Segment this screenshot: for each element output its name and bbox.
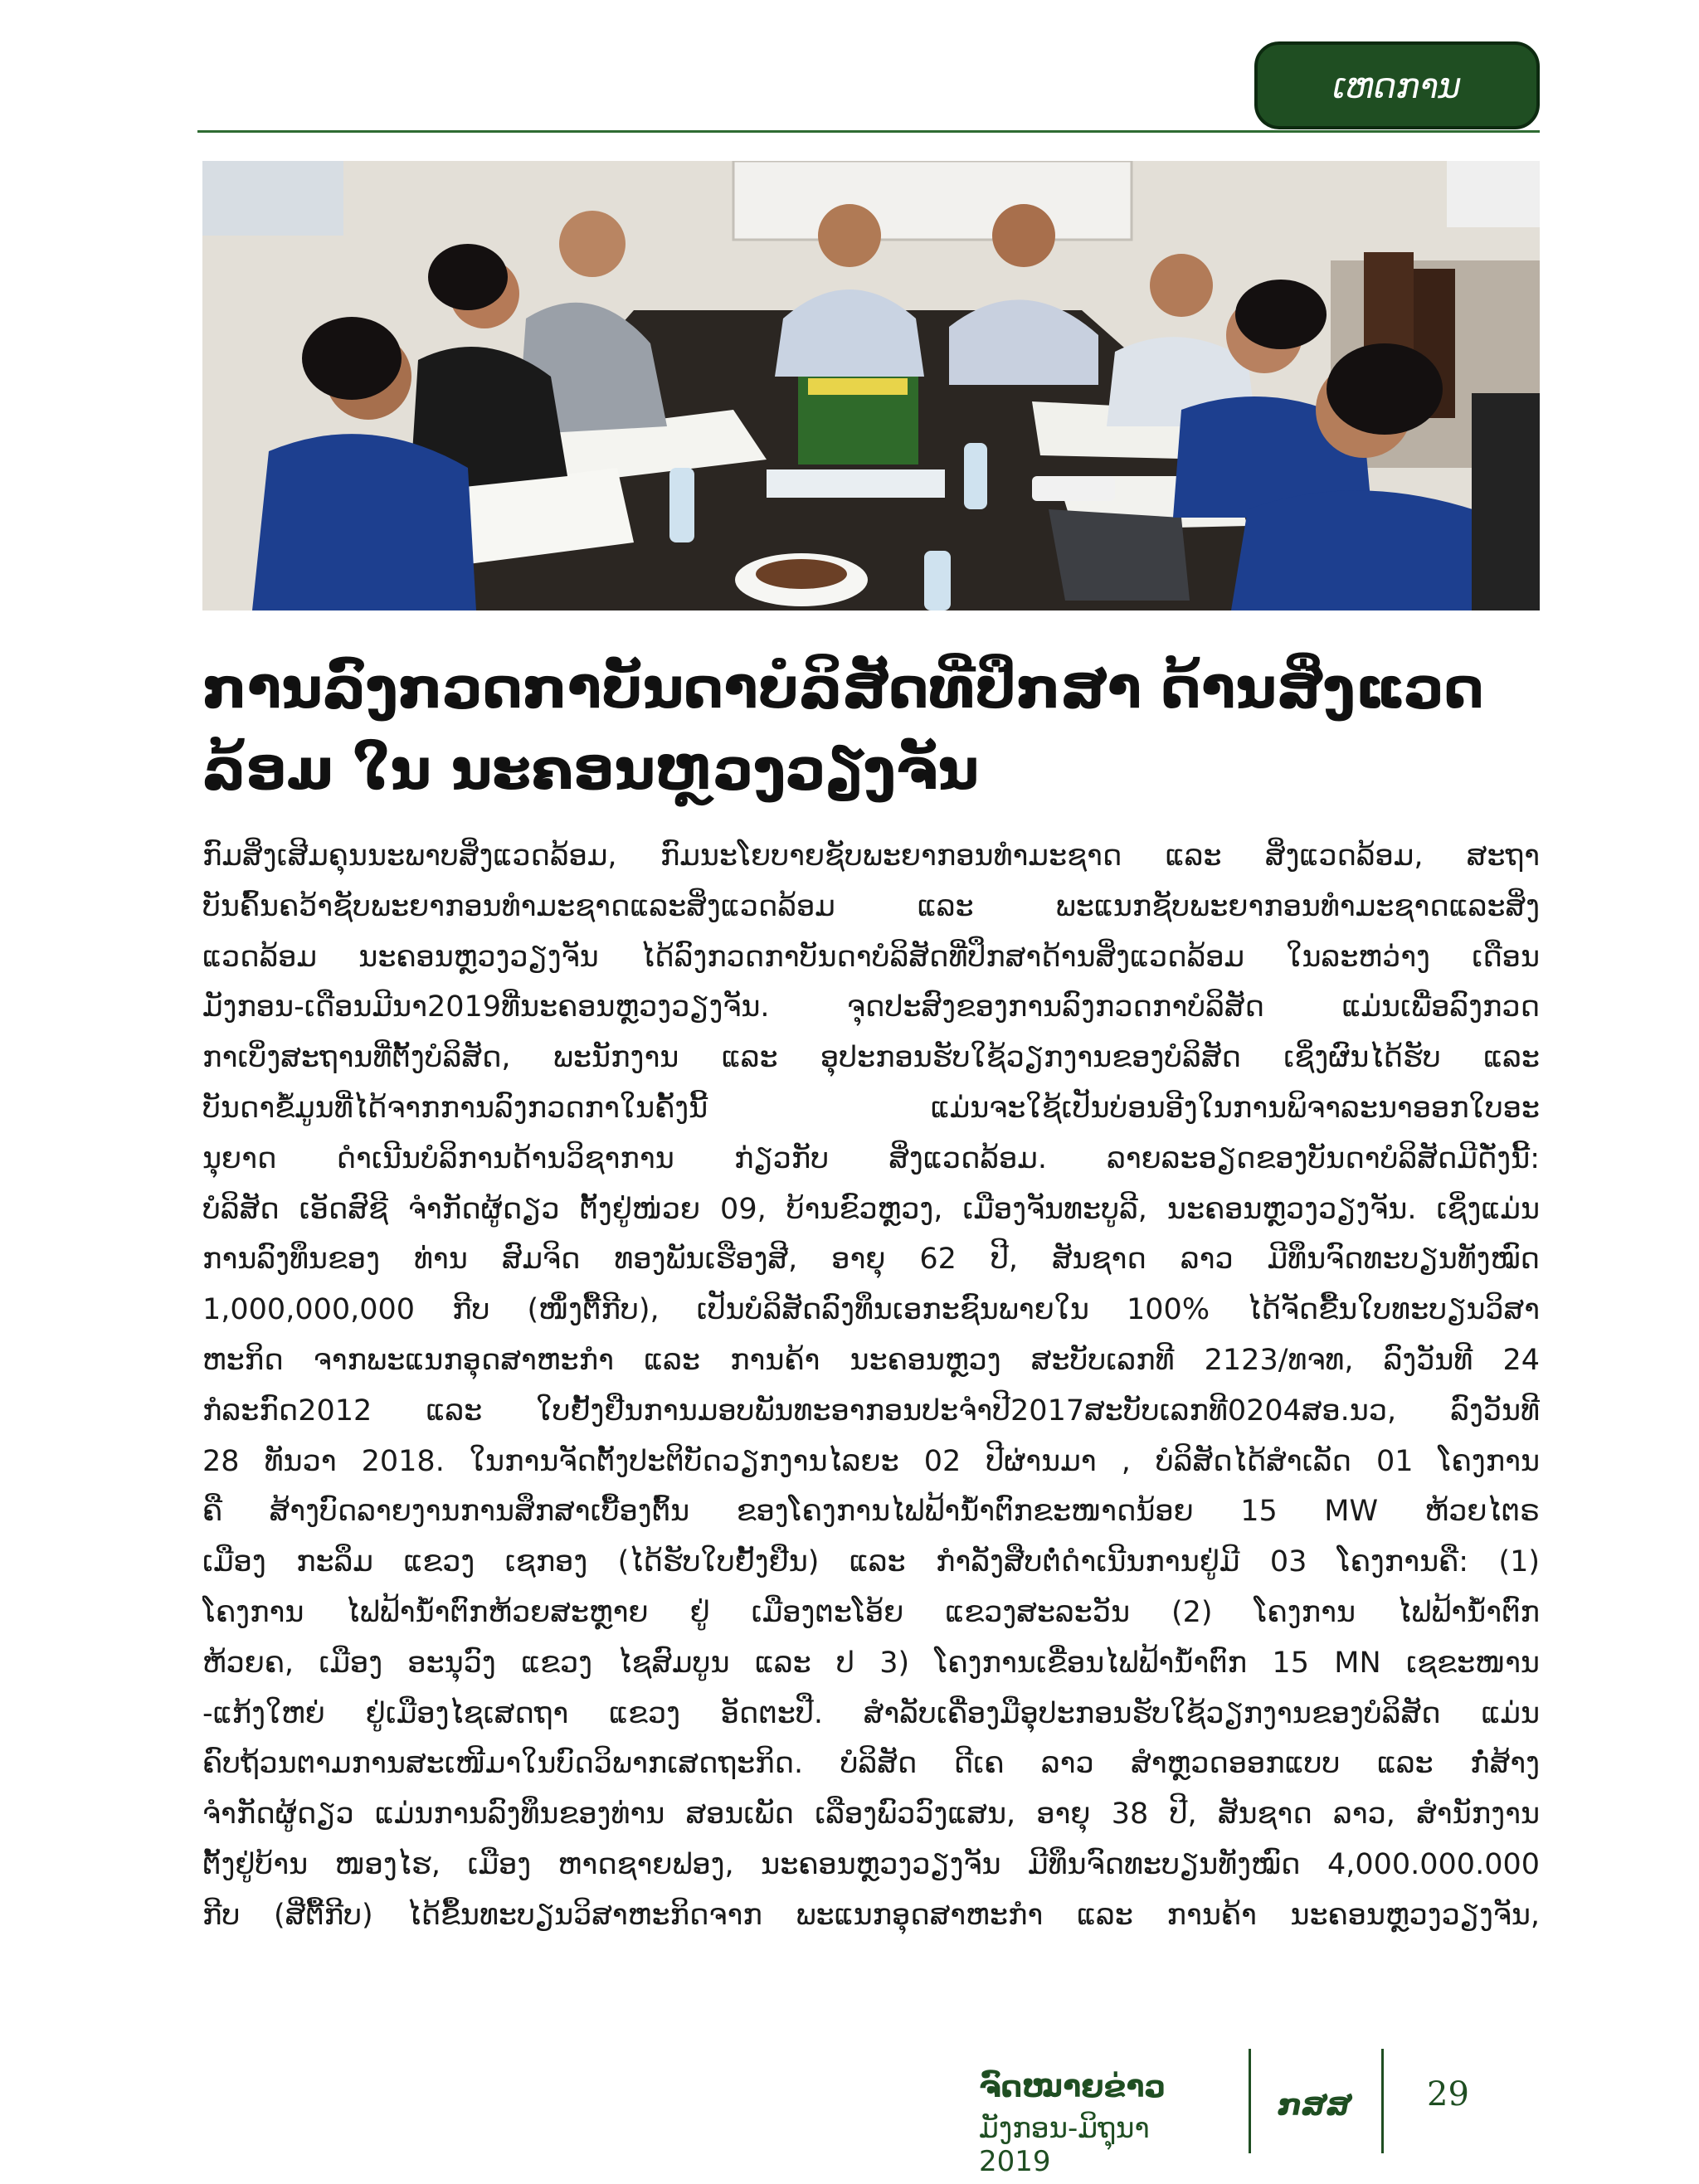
person-head xyxy=(818,204,881,267)
water-bottle-2 xyxy=(964,443,987,509)
whiteboard xyxy=(733,161,1132,240)
article-line: ຫ້ວຍຄ, ເມືອງ ອະນຸວົງ ແຂວງ ໄຊສົມບູນ ແລະ ປ 3) ໂຄງການເຂື່ອນໄຟຟ້ານ້ຳຕົກ 15 MN ເຊຂະໜານ xyxy=(202,1646,1540,1680)
section-tab xyxy=(1254,41,1540,129)
publication-name: ຈົດໝາຍຂ່າວ xyxy=(979,2070,1166,2104)
water-bottle xyxy=(669,468,694,542)
booklets-stack xyxy=(767,469,945,498)
person-hair xyxy=(1327,343,1443,435)
page-number: 29 xyxy=(1427,2075,1469,2113)
laptop xyxy=(1049,509,1190,601)
article-line: ການລົງທຶນຂອງ ທ່ານ ສົມຈິດ ທອງພັນເຮືອງສີ, ອາຍຸ 62 ປີ, ສັນຊາດ ລາວ ມີທຶນຈົດທະບຽນທັງໝົດ xyxy=(202,1243,1540,1277)
person-hair xyxy=(302,317,402,400)
wall-poster-right xyxy=(1447,161,1540,227)
article-line: ເມືອງ ກະລຶມ ແຂວງ ເຊກອງ (ໄດ້ຮັບໃບຢັ້ງຢືນ) ແລະ ກຳລັງສືບຕໍ່ດຳເນີນການຢູ່ມີ 03 ໂຄງການຄື: (1) xyxy=(202,1545,1540,1579)
article-line: -ແກ້ງໃຫຍ່ ຢູ່ເມືອງໄຊເສດຖາ ແຂວງ ອັດຕະປື. ສຳລັບເຄື່ອງມືອຸປະກອນຮັບໃຊ້ວຽກງານຂອງບໍລິສັດ ແມ່ນ xyxy=(202,1696,1540,1730)
brochure-title-strip xyxy=(808,378,908,395)
wall-poster xyxy=(202,161,343,236)
article-line: ຈຳກັດຜູ້ດຽວ ແມ່ນການລົງທຶນຂອງທ່ານ ສອນເພັດ ເລືອງພົວວົງແສນ, ອາຍຸ 38 ປີ, ສັນຊາດ ລາວ, ສຳນັກງານ xyxy=(202,1797,1540,1831)
article-body xyxy=(202,831,1540,1941)
article-line: ກາເບິ່ງສະຖານທີ່ຕັ້ງບໍລິສັດ, ພະນັກງານ ແລະ ອຸປະກອນຮັບໃຊ້ວຽກງານຂອງບໍລິສັດ ເຊິ່ງຜົນໄດ້ຮັບ ແລະ xyxy=(202,1041,1540,1075)
meeting-photo xyxy=(202,161,1540,610)
person-head xyxy=(559,211,626,277)
footer-divider xyxy=(1381,2049,1384,2153)
article-line: ບັນດາຂໍ້ມູນທີ່ໄດ້ຈາກການລົງກວດກາໃນຄັ້ງນີ້ ແມ່ນຈະໃຊ້ເປັນບ່ອນອີງໃນການພິຈາລະນາອອກໃບອະ xyxy=(202,1091,1540,1125)
article-line: ກໍລະກົດ2012 ແລະ ໃບຢັ້ງຢືນການມອບພັນທະອາກອນປະຈຳປີ2017ສະບັບເລກທີ0204ສອ.ນວ, ລົງວັນທີ xyxy=(202,1394,1540,1428)
article-line: ບໍລິສັດ ເອັດສົຊີ ຈຳກັດຜູ້ດຽວ ຕັ້ງຢູ່ໜ່ວຍ 09, ບ້ານຂົວຫຼວງ, ເມືອງຈັນທະບູລີ, ນະຄອນຫຼວງວຽງຈັນ. ເຊິ່ງແມ່ນ xyxy=(202,1192,1540,1226)
chair-right xyxy=(1472,393,1540,610)
page-footer xyxy=(0,2041,1699,2184)
article-line: ກົມສິ່ງເສີມຄຸນນະພາບສິ່ງແວດລ້ອມ, ກົມນະໂຍບາຍຊັບພະຍາກອນທຳມະຊາດ ແລະ ສິ່ງແວດລ້ອມ, ສະຖາ xyxy=(202,839,1540,873)
header-divider xyxy=(197,130,1540,133)
article-line: 1,000,000,000 ກີບ (ໜຶ່ງຕື້ກີບ), ເປັນບໍລິສັດລົງທຶນເອກະຊົນພາຍໃນ 100% ໄດ້ຈັດຂື້ນໃບທະບຽນວິສາ xyxy=(202,1293,1540,1327)
article-line: ກີບ (ສີ່ຕື້ກີບ) ໄດ້ຂຶ້ນທະບຽນວິສາຫະກິດຈາກ ພະແນກອຸດສາຫະກຳ ແລະ ການຄ້າ ນະຄອນຫຼວງວຽງຈັນ, xyxy=(202,1898,1540,1932)
article-line: ນຸຍາດ ດຳເນີນບໍລິການດ້ານວິຊາການ ກ່ຽວກັບ ສິ່ງແວດລ້ອມ. ລາຍລະອຽດຂອງບັນດາບໍລິສັດມີດັ່ງນີ້: xyxy=(202,1141,1540,1175)
headline-line-2: ລ້ອມ ໃນ ນະຄອນຫຼວງວຽງຈັນ xyxy=(202,737,980,803)
article-line: ແວດລ້ອມ ນະຄອນຫຼວງວຽງຈັນ ໄດ້ລົງກວດກາບັນດາບໍລິສັດທີ່ປຶກສາດ້ານສິ່ງແວດລ້ອມ ໃນລະຫວ່າງ ເດືອນ xyxy=(202,940,1540,974)
section-label: ເຫດການ xyxy=(1332,65,1462,106)
person-head xyxy=(1150,254,1213,317)
article-line: ຫະກິດ ຈາກພະແນກອຸດສາຫະກຳ ແລະ ການຄ້າ ນະຄອນຫຼວງ ສະບັບເລກທີ 2123/ທຈທ, ລົງວັນທີ 24 xyxy=(202,1343,1540,1377)
headline-line-1: ການລົງກວດກາບັນດາບໍລິສັດທີ່ປຶກສາ ດ້ານສິ່ງແວດ xyxy=(202,656,1484,722)
article-line: ມັງກອນ-ເດືອນມີນາ2019ທີ່ນະຄອນຫຼວງວຽງຈັນ. ຈຸດປະສົງຂອງການລົງກວດກາບໍລິສັດ ແມ່ນເພື່ອລົງກວດ xyxy=(202,990,1540,1024)
article-headline xyxy=(202,649,1540,811)
cookies xyxy=(756,559,847,589)
article-line: ໂຄງການ ໄຟຟ້ານ້ຳຕົກຫ້ວຍສະຫຼາຍ ຢູ່ ເມືອງຕະໂອ້ຍ ແຂວງສະລະວັນ (2) ໂຄງການ ໄຟຟ້ານ້ຳຕົກ xyxy=(202,1595,1540,1629)
footer-divider xyxy=(1249,2049,1251,2153)
water-bottle-3 xyxy=(924,551,951,610)
person-hair xyxy=(1235,280,1327,349)
publisher-abbreviation: ກສສ xyxy=(1278,2089,1351,2123)
person-head xyxy=(992,204,1055,267)
meeting-photo-drawing xyxy=(202,161,1540,610)
article-line: 28 ທັນວາ 2018. ໃນການຈັດຕັ້ງປະຕິບັດວຽກງານໄລຍະ 02 ປີຜ່ານມາ , ບໍລິສັດໄດ້ສຳເລັດ 01 ໂຄງການ xyxy=(202,1444,1540,1478)
phone xyxy=(1032,476,1115,501)
person-shirt xyxy=(252,434,476,610)
issue-date: ມັງກອນ-ມິຖຸນາ 2019 xyxy=(979,2112,1150,2178)
article-line: ບັນຄົ້ນຄວ້າຊັບພະຍາກອນທຳມະຊາດແລະສິ່ງແວດລ້ອມ ແລະ ພະແນກຊັບພະຍາກອນທຳມະຊາດແລະສິ່ງ xyxy=(202,889,1540,923)
person-hair xyxy=(428,244,508,310)
article-line: ຄື ສ້າງບົດລາຍງານການສຶກສາເບື້ອງຕົ້ນ ຂອງໂຄງການໄຟຟ້ານ້ຳຕົກຂະໜາດນ້ອຍ 15 MW ຫ້ວຍໄຕຣ xyxy=(202,1495,1540,1529)
article-line: ຕັ້ງຢູ່ບ້ານ ໜອງໄຮ, ເມືອງ ຫາດຊາຍຟອງ, ນະຄອນຫຼວງວຽງຈັນ ມີທຶນຈົດທະບຽນທັງໝົດ 4,000.000.000 xyxy=(202,1847,1540,1881)
article-line: ຄົບຖ້ວນຕາມການສະເໜີມາໃນບົດວິພາກເສດຖະກິດ. ບໍລິສັດ ດີເຄ ລາວ ສຳຫຼວດອອກແບບ ແລະ ກໍ່ສ້າງ xyxy=(202,1747,1540,1781)
